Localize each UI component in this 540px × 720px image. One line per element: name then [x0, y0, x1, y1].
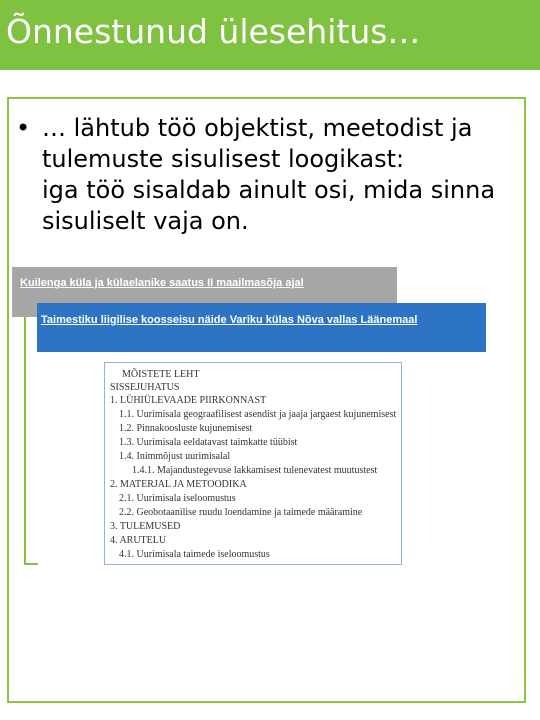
toc-line: 1.3. Uurimisala eeldatavast taimkatte tüübist	[119, 437, 298, 448]
toc-line: 2.2. Geobotaanilise ruudu loendamine ja taimede määramine	[119, 507, 363, 518]
toc-line: 1.4.1. Majandustegevuse lakkamisest tulenevatest muutustest	[132, 465, 378, 476]
toc-line: 2. MATERJAL JA METOODIKA	[110, 479, 247, 490]
blue-card-title: Taimestiku liigilise koosseisu näide Variku külas Nõva vallas Läänemaal	[41, 314, 418, 326]
example-card-blue	[37, 303, 486, 352]
toc-line: 1.4. Inimmõjust uurimisalal	[119, 451, 231, 462]
gray-card-border-corner	[24, 563, 38, 565]
toc-line: 4. ARUTELU	[110, 535, 167, 546]
toc-line: SISSEJUHATUS	[110, 382, 180, 393]
toc-line: 3. TULEMUSED	[110, 521, 181, 532]
table-of-contents-card	[104, 362, 402, 565]
toc-line: 1.2. Pinnakoosluste kujunemisest	[119, 423, 253, 434]
gray-card-border-line	[24, 317, 26, 565]
bullet-text: … lähtub töö objektist, meetodist ja tulemuste sisulisest loogikast: iga töö sisaldab ainult osi, mida sinna sisuliselt vaja on.	[42, 114, 496, 235]
bullet-marker: •	[16, 114, 31, 142]
gray-card-title: Kuilenga küla ja külaelanike saatus II maailmasõja ajal	[20, 277, 304, 289]
slide-title-bar	[0, 0, 540, 70]
toc-line: 1. LÜHIÜLEVAADE PIIRKONNAST	[110, 395, 267, 406]
toc-line: MÕISTETE LEHT	[122, 369, 200, 380]
toc-line: 4.1. Uurimisala taimede iseloomustus	[119, 549, 270, 560]
slide-title: Õnnestunud ülesehitus…	[6, 12, 421, 51]
toc-line: 2.1. Uurimisala iseloomustus	[119, 493, 236, 504]
toc-line: 1.1. Uurimisala geograafilisest asendist ja jaaja jargaest kujunemisest	[119, 409, 397, 420]
